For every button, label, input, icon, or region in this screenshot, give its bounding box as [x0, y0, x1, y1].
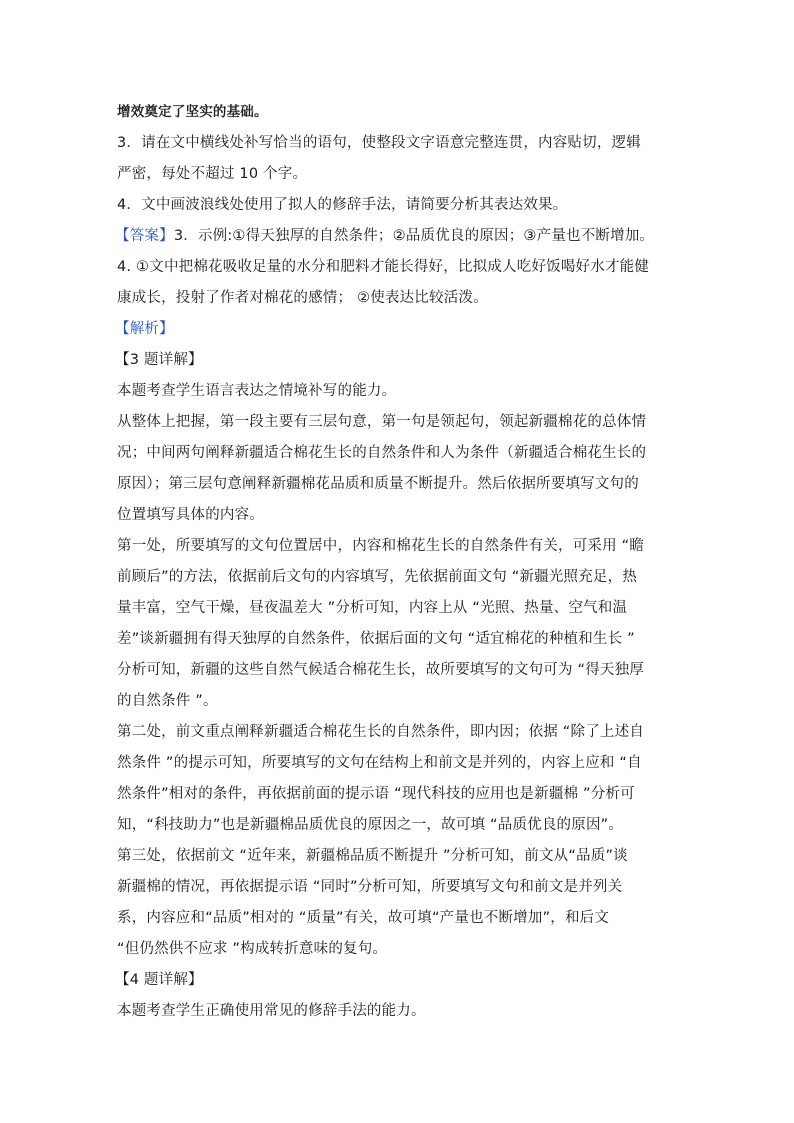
- text-line: 前顾后”的方法，依据前后文句的内容填写，先依据前面文句 “新疆光照充足，热: [117, 569, 638, 585]
- answer-3-text: 3．示例:①得天独厚的自然条件；②品质优良的原因；③产量也不断增加。: [173, 228, 655, 244]
- answer-line: [115, 226, 654, 246]
- answer-4-line-2: 康成长，投射了作者对棉花的感情； ②使表达比较活泼。: [117, 290, 488, 306]
- analysis-tag: 【解析】: [115, 321, 174, 337]
- answer-tag: 【答案】: [115, 228, 174, 244]
- text-line: 知，“科技助力”也是新疆棉品质优良的原因之一，故可填 “品质优良的原因”。: [117, 817, 624, 833]
- question-4: 4．文中画波浪线处使用了拟人的修辞手法，请简要分析其表达效果。: [117, 197, 568, 213]
- text-line: 增效奠定了坚实的基础。: [117, 104, 268, 120]
- text-line: 然条件 ”的提示可知，所要填写的文句在结构上和前文是并列的，内容上应和 “自: [117, 755, 642, 771]
- text-line: 本题考查学生正确使用常见的修辞手法的能力。: [117, 1003, 426, 1019]
- text-line: 系，内容应和“品质”相对的 “质量”有关，故可填“产量也不断增加”，和后文: [117, 910, 610, 926]
- q4-detail-heading: 【4 题详解】: [115, 972, 203, 988]
- text-line: 新疆棉的情况，再依据提示语 “同时”分析可知，所要填写文句和前文是并列关: [117, 879, 623, 895]
- question-3-line-1: 3．请在文中横线处补写恰当的语句，使整段文字语意完整连贯，内容贴切，逻辑: [117, 135, 641, 151]
- text-line: “但仍然供不应求 ”构成转折意味的复句。: [117, 941, 388, 957]
- text-line: 况；中间两句阐释新疆适合棉花生长的自然条件和人为条件（新疆适合棉花生长的: [117, 445, 647, 461]
- text-line: 分析可知，新疆的这些自然气候适合棉花生长，故所要填写的文句可为 “得天独厚: [117, 662, 645, 678]
- text-line: 第一处，所要填写的文句位置居中，内容和棉花生长的自然条件有关，可采用 “瞻: [117, 538, 645, 554]
- text-line: 差”谈新疆拥有得天独厚的自然条件，依据后面的文句 “适宜棉花的种植和生长 ”: [117, 631, 635, 647]
- question-3-line-2: 严密，每处不超过 10 个字。: [117, 166, 308, 182]
- text-line: 原因）；第三层句意阐释新疆棉花品质和质量不断提升。然后依据所要填写文句的: [117, 476, 639, 492]
- text-line: 量丰富，空气干燥，昼夜温差大 ”分析可知，内容上从 “光照、热量、空气和温: [117, 600, 628, 616]
- text-line: 位置填写具体的内容。: [117, 507, 264, 523]
- text-line: 的自然条件 ”。: [117, 693, 218, 709]
- text-line: 本题考查学生语言表达之情境补写的能力。: [117, 383, 397, 399]
- text-line: 从整体上把握，第一段主要有三层句意，第一句是领起句，领起新疆棉花的总体情: [117, 414, 647, 430]
- answer-4-line-1: 4. ①文中把棉花吸收足量的水分和肥料才能长得好，比拟成人吃好饭喝好水才能健: [117, 259, 650, 275]
- text-line: 第三处，依据前文 “近年来，新疆棉品质不断提升 ”分析可知，前文从“品质”谈: [117, 848, 628, 864]
- text-line: 然条件”相对的条件，再依据前面的提示语 “现代科技的应用也是新疆棉 ”分析可: [117, 786, 635, 802]
- q3-detail-heading: 【3 题详解】: [115, 352, 203, 368]
- analysis-heading: [115, 319, 174, 339]
- text-line: 第二处，前文重点阐释新疆适合棉花生长的自然条件，即内因；依据 “除了上述自: [117, 724, 645, 740]
